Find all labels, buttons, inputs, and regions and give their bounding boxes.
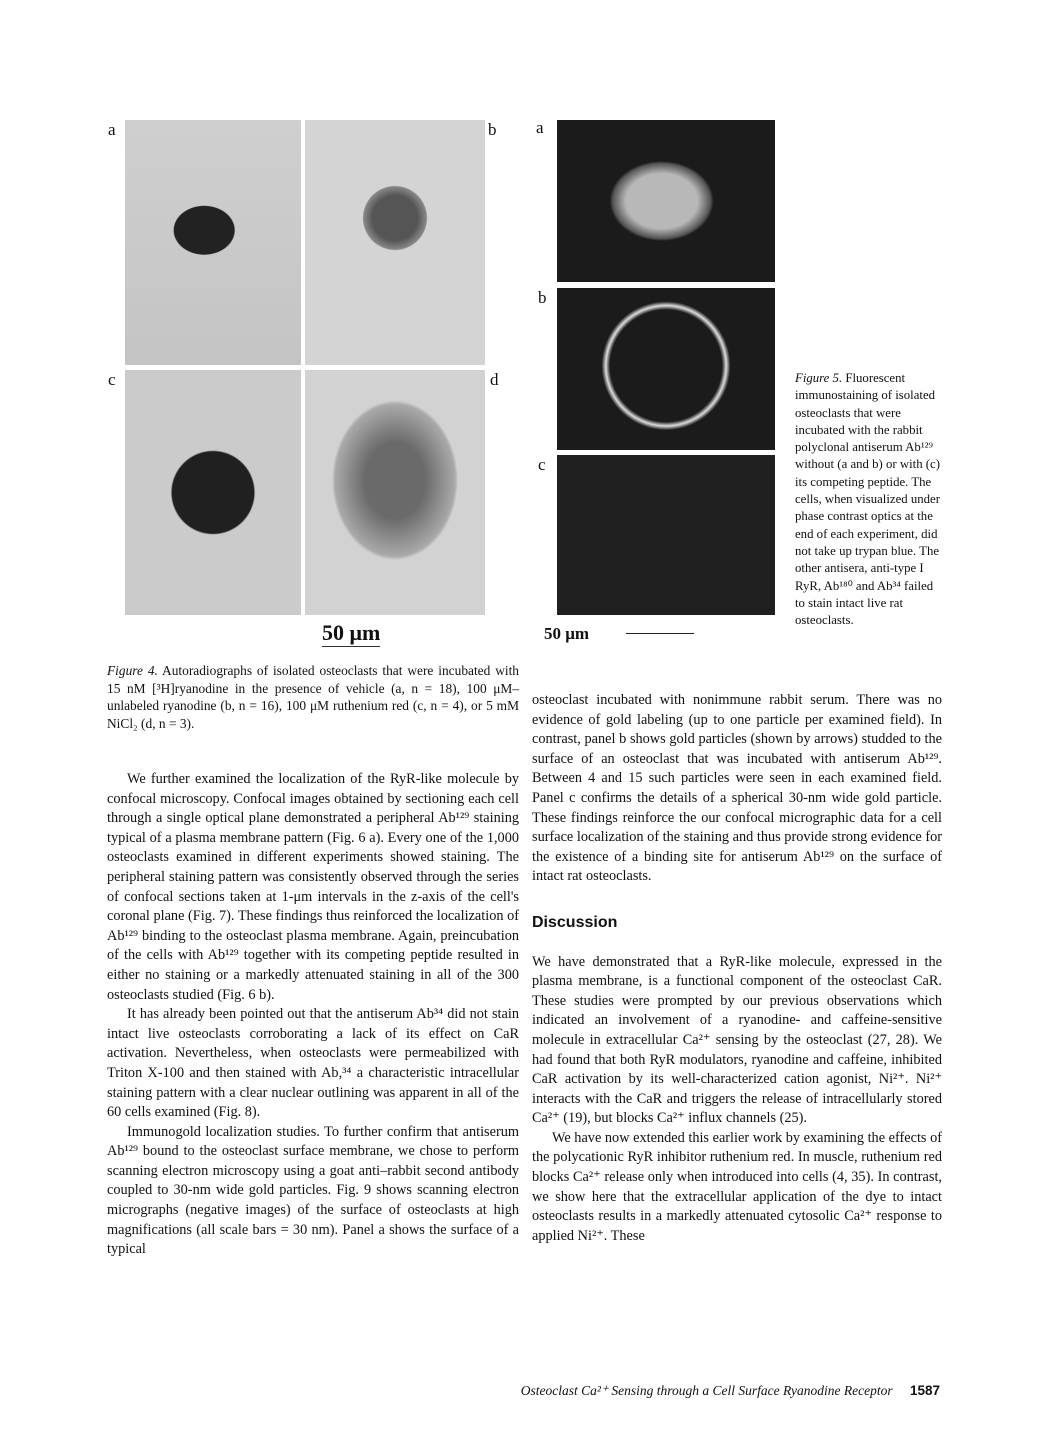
caption-text: Autoradiographs of isolated osteoclasts that were incubated with 15 nM [³H]ryanodine in the presence of vehicle (a, n = 18), 100 μM–unlabeled ryanodine (b, n = 16), 100 μM ruthenium red (c, n = 4), or 5 mM NiCl₂ (d, n = 3).	[107, 663, 520, 731]
figure5-label-b: b	[538, 288, 547, 307]
figure4-label-c: c	[108, 370, 116, 389]
section-heading-discussion: Discussion	[532, 913, 618, 931]
paragraph: osteoclast incubated with nonimmune rabbit serum. There was no evidence of gold labeling (up to one particle per examined field). In contrast, panel b shows gold particles (shown by arrows) studded to the surface of an osteoclast that was incubated with antiserum Ab¹²⁹. Between 4 and 15 such particles were seen in each examined field. Panel c confirms the details of a spherical 30-nm wide gold particle. These findings reinforce the our confocal micrographic data for a cell surface localization of the staining and thus provide strong evidence for the existence of a binding site for antiserum Ab¹²⁹ on the surface of intact rat osteoclasts.	[532, 692, 942, 885]
paragraph: Immunogold localization studies. To further confirm that antiserum Ab¹²⁹ bound to the osteoclast surface membrane, we chose to perform scanning electron microscopy using a goat anti–rabbit second antibody coupled to 30-nm wide gold particles. Fig. 9 shows scanning electron micrographs (negative images) of the surface of osteoclasts at high magnifications (all scale bars = 30 nm). Panel a shows the surface of a typical	[107, 1123, 519, 1258]
figure4-label-a: a	[108, 120, 116, 139]
page-footer	[470, 1383, 940, 1399]
figure4-caption	[107, 662, 519, 732]
figure5-panel-a-image	[557, 120, 775, 282]
caption-label: Figure 5.	[795, 371, 843, 385]
figure5-panel-c-image	[557, 455, 775, 615]
figure5-caption	[795, 370, 945, 629]
figure4-panel-c-image	[125, 370, 301, 615]
figure5-scale-bar	[626, 633, 694, 634]
left-column-text	[107, 770, 519, 1260]
figure4-label-b: b	[488, 120, 497, 139]
caption-label: Figure 4.	[107, 663, 158, 678]
figure4-panel-b-image	[305, 120, 485, 365]
paragraph: It has already been pointed out that the antiserum Ab³⁴ did not stain intact live osteoclasts corroborating a lack of its effect on CaR activation. Nevertheless, when osteoclasts were permeabilized with Triton X-100 and then stained with Ab,³⁴ a characteristic intracellular staining pattern with a clear nuclear outlining was apparent in all of the 60 cells examined (Fig. 8).	[107, 1006, 519, 1121]
figure4-label-d: d	[490, 370, 499, 389]
running-title: Osteoclast Ca²⁺ Sensing through a Cell Surface Ryanodine Receptor	[520, 1383, 893, 1398]
figure4-scale-bar-label: 50 μm	[322, 620, 381, 645]
paragraph: We further examined the localization of the RyR-like molecule by confocal microscopy. Confocal images obtained by sectioning each cell through a single optical plane demonstrated a peripheral Ab¹²⁹ staining typical of a plasma membrane pattern (Fig. 6 a). Every one of the 1,000 osteoclasts examined in different experiments showed staining. The peripheral staining pattern was consistently observed through the series of confocal sections taken at 1-μm intervals in the z-axis of the cell's coronal plane (Fig. 7). These findings thus reinforced the localization of Ab¹²⁹ binding to the osteoclast plasma membrane. Again, preincubation of the cells with Ab¹²⁹ together with its competing peptide resulted in either no staining or a markedly attenuated staining in all of the 300 osteoclasts studied (Fig. 6 b).	[107, 771, 519, 1003]
figure5-label-a: a	[536, 118, 544, 137]
figure4-panel-d-image	[305, 370, 485, 615]
caption-text: Fluorescent immunostaining of isolated osteoclasts that were incubated with the rabbit polyclonal antiserum Ab¹²⁹ without (a and b) or with (c) its competing peptide. The cells, when visualized under phase contrast optics at the end of each experiment, did not take up trypan blue. The other antisera, anti-type I RyR, Ab¹⁸⁰ and Ab³⁴ failed to stain intact live rat osteoclasts.	[795, 371, 940, 628]
paragraph: We have now extended this earlier work by examining the effects of the polycationic RyR inhibitor ruthenium red. In muscle, ruthenium red blocks Ca²⁺ release only when introduced into cells (4, 35). In contrast, we show here that the extracellular application of the dye to intact osteoclasts results in a markedly attenuated cytosolic Ca²⁺ response to applied Ni²⁺. These	[532, 1129, 942, 1244]
figure5-scale-bar-label: 50 μm	[544, 624, 590, 643]
figure5-panel-b-image	[557, 288, 775, 450]
page-number: 1587	[909, 1383, 940, 1398]
figure5-label-c: c	[538, 455, 546, 474]
paragraph: We have demonstrated that a RyR-like molecule, expressed in the plasma membrane, is a functional component of the osteoclast CaR. These studies were prompted by our previous observations which indicated an involvement of a ryanodine- and caffeine-sensitive molecule in extracellular Ca²⁺ sensing by the osteoclast (27, 28). We had found that both RyR modulators, ryanodine and caffeine, inhibited CaR activation by its well-characterized cation agonist, Ni²⁺. Ni²⁺ interacts with the CaR and triggers the release of intracellularly stored Ca²⁺ (19), but blocks Ca²⁺ influx channels (25).	[532, 953, 942, 1127]
figure4-panel-a-image	[125, 120, 301, 365]
right-column-text	[532, 691, 942, 1246]
